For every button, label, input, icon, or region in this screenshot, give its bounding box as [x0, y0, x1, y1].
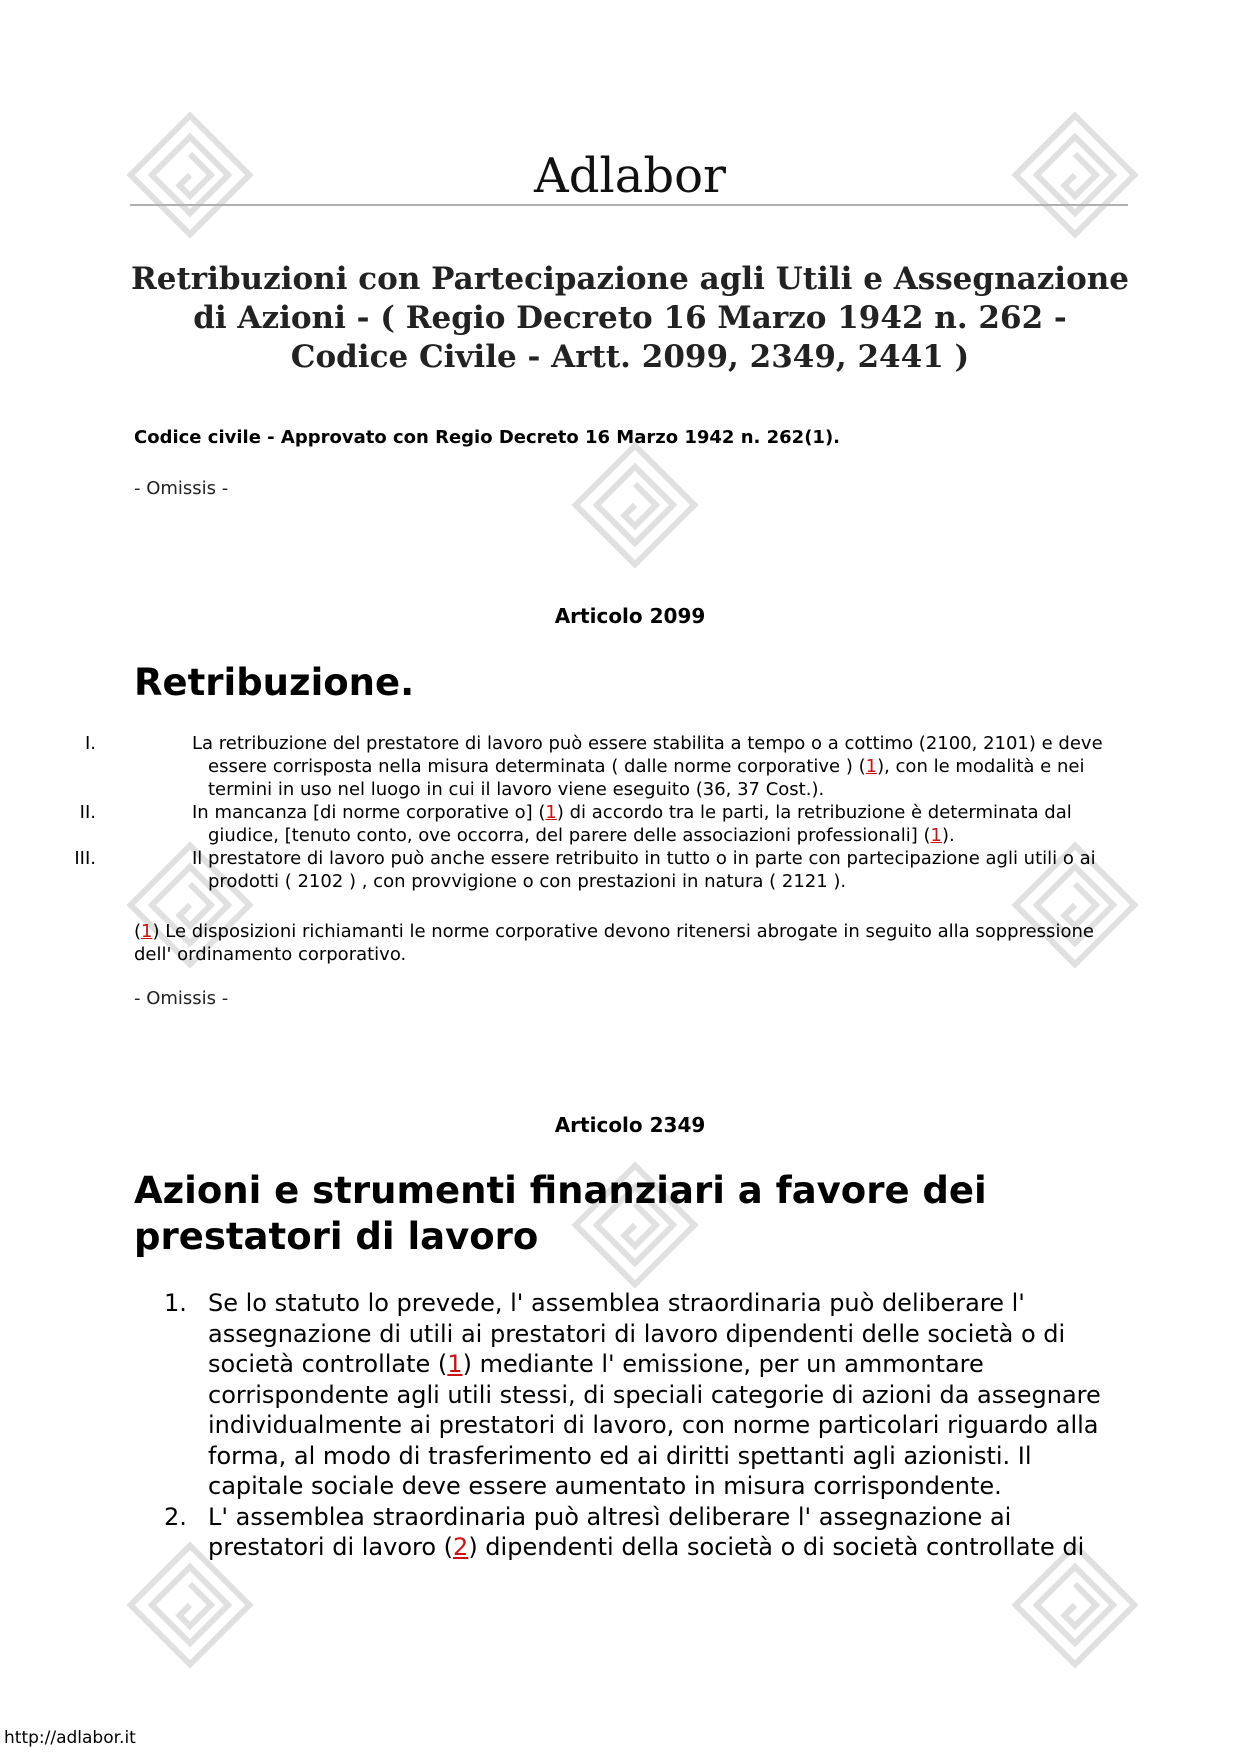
site-title: Adlabor: [534, 148, 726, 204]
paragraph-text: ), con le modalità e nei termini in uso nel luogo in cui il lavoro viene eseguito (36, 37 Cost.).: [208, 756, 1085, 800]
list-number: I.: [84, 733, 96, 754]
omissis-note: - Omissis -: [134, 988, 229, 1009]
article-paragraph-list: [74, 732, 1134, 893]
document-title: Retribuzioni con Partecipazione agli Utili e Assegnazione di Azioni - ( Regio Decreto 16 Marzo 1942 n. 262 - Codice Civile - Artt. 2099, 2349, 2441 ): [130, 261, 1130, 375]
footnote-text: [134, 920, 1134, 966]
article-heading: Retribuzione.: [134, 661, 415, 704]
paragraph-text: ) dipendenti della società o di società controllate di: [468, 1533, 1085, 1561]
paragraph-text: ) di accordo tra le parti, la retribuzione è determinata dal giudice, [tenuto conto, ove occorra, del parere delle associazioni professionali] (: [208, 802, 1072, 846]
footnote-link[interactable]: 1: [141, 921, 153, 942]
footnote-link[interactable]: 2: [453, 1533, 469, 1561]
list-item: [74, 847, 1134, 893]
list-number: II.: [79, 802, 96, 823]
footnote-paren: (: [134, 921, 142, 942]
list-number: 2.: [164, 1502, 187, 1531]
paragraph-text: L' assemblea straordinaria può altresì deliberare l' assegnazione ai prestatori di lavoro (: [208, 1502, 1012, 1561]
article-number: Articolo 2099: [554, 604, 706, 628]
footnote-link[interactable]: 1: [865, 756, 878, 777]
list-item: [134, 1288, 1134, 1502]
footnote-link[interactable]: 1: [545, 802, 557, 823]
omissis-note: - Omissis -: [134, 478, 229, 499]
paragraph-text: La retribuzione del prestatore di lavoro può essere stabilita a tempo o a cottimo (2100, 2101) e deve essere corrisposta nella misura determinata ( dalle norme corporative ) (: [192, 733, 1103, 777]
article-heading: Azioni e strumenti finanziari a favore dei prestatori di lavoro: [134, 1169, 987, 1258]
article-number: Articolo 2349: [554, 1113, 706, 1137]
paragraph-text: In mancanza [di norme corporative o] (: [192, 802, 546, 823]
list-number: 1.: [164, 1289, 187, 1317]
list-item: [134, 1502, 1134, 1563]
paragraph-text: Il prestatore di lavoro può anche essere retribuito in tutto o in parte con partecipazione agli utili o ai prodotti ( 2102 ) , con provvigione o con prestazioni in natura ( 2121 ).: [192, 848, 1096, 892]
article-paragraph-list: [134, 1288, 1134, 1563]
footnote-link[interactable]: 1: [930, 825, 942, 846]
title-divider: [130, 204, 1128, 206]
intro-line: Codice civile - Approvato con Regio Decreto 16 Marzo 1942 n. 262(1).: [134, 427, 841, 448]
list-item: [79, 801, 1134, 847]
footer-url: http://adlabor.it: [4, 1728, 136, 1748]
footnote-link[interactable]: 1: [447, 1350, 463, 1378]
watermark-icon: [560, 430, 710, 580]
paragraph-text: ).: [941, 825, 955, 846]
paragraph-text: ) mediante l' emissione, per un ammontare corrispondente agli utili stessi, di speciali categorie di azioni da assegnare individualmente ai prestatori di lavoro, con norme particolari riguardo alla forma, al modo di trasferimento ed ai diritti spettanti agli azionisti. Il capitale sociale deve essere aumentato in misura corrispondente.: [208, 1350, 1101, 1500]
list-number: III.: [74, 848, 96, 869]
paragraph-text: Se lo statuto lo prevede, l' assemblea straordinaria può deliberare l' assegnazione di utili ai prestatori di lavoro dipendenti delle società o di società controllate (: [208, 1289, 1066, 1378]
list-item: [84, 732, 1134, 801]
footnote-body: ) Le disposizioni richiamanti le norme corporative devono ritenersi abrogate in seguito alla soppressione dell' ordinamento corporativo.: [134, 921, 1094, 965]
